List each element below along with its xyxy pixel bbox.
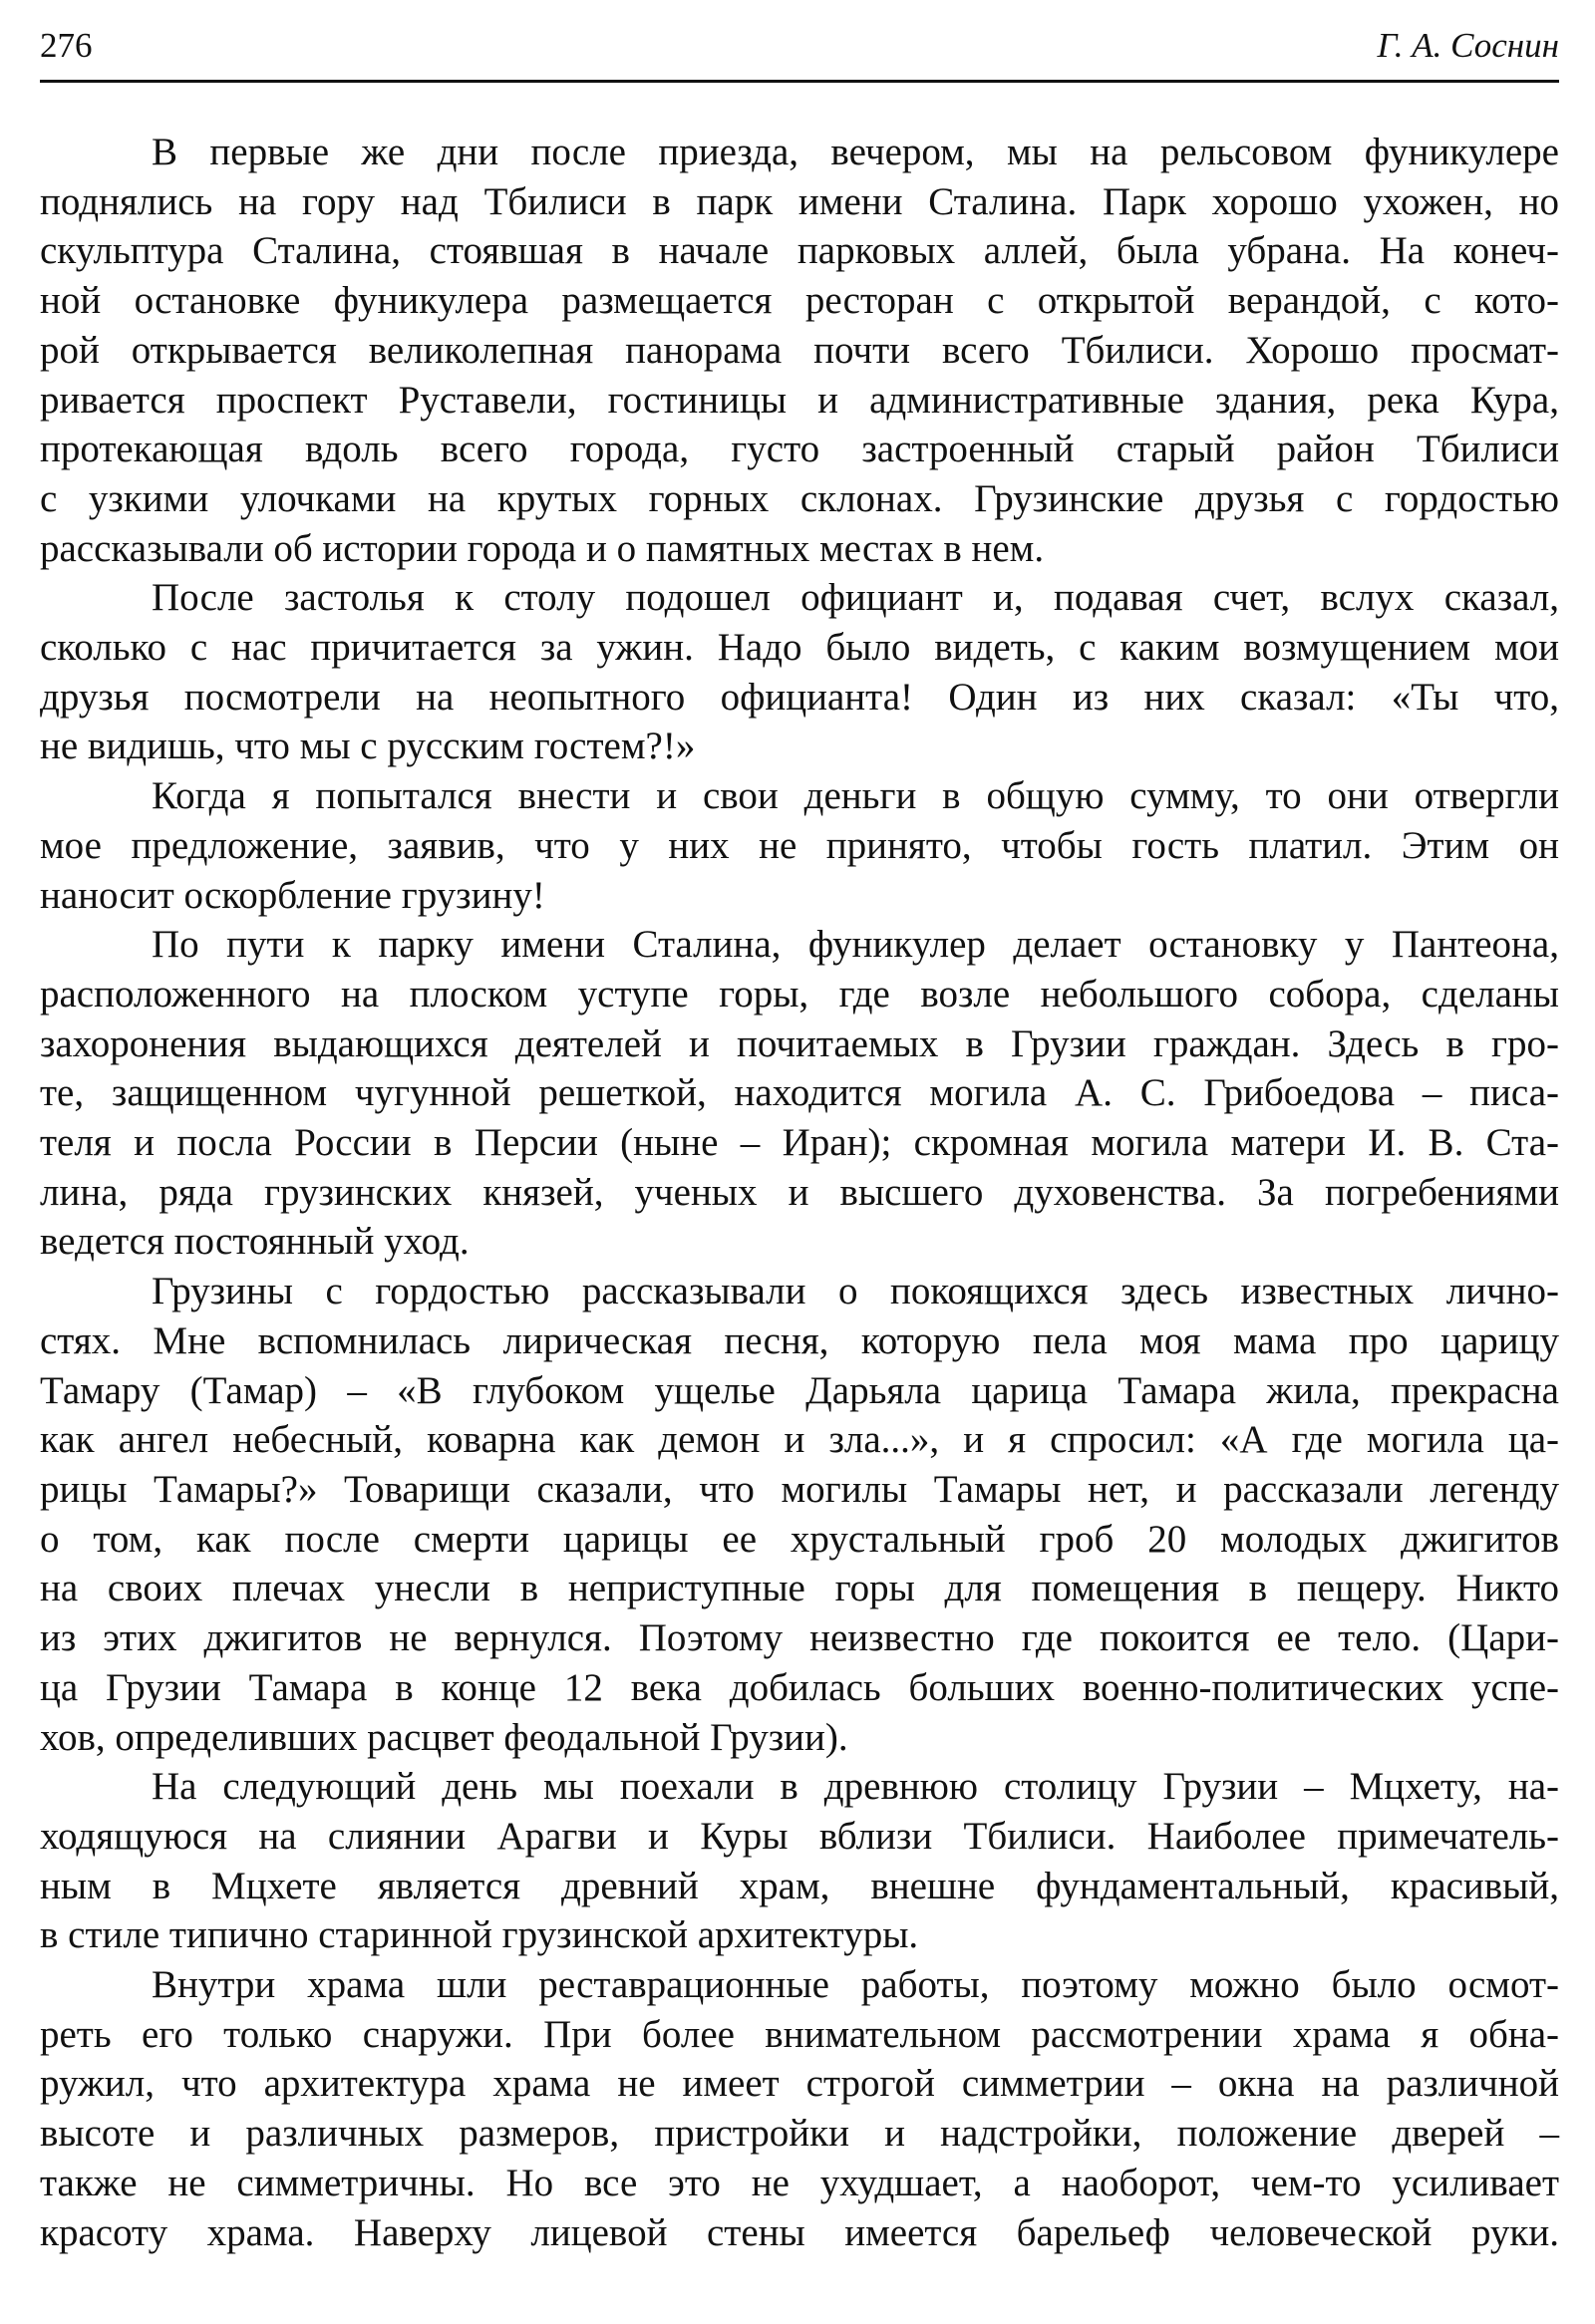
text-line: не видишь, что мы с русским гостем?!» (40, 725, 696, 768)
text-line: В первые же дни после приезда, вечером, мы на рельсовом фуникулере (152, 131, 1559, 173)
paragraph-1 (40, 128, 1559, 573)
text-line: протекающая вдоль всего города, густо застроенный старый район Тбилиси (40, 428, 1559, 471)
header-rule (40, 80, 1559, 83)
text-line: реть его только снаружи. При более внимательном рассмотрении храма я обна- (40, 2012, 1559, 2056)
paragraph-6 (40, 1762, 1559, 1960)
text-line: стях. Мне вспомнилась лирическая песня, которую пела моя мама про царицу (40, 1318, 1559, 1362)
text-line: наносит оскорбление грузину! (40, 873, 545, 917)
text-line: на своих плечах унесли в неприступные горы для помещения в пещеру. Никто (40, 1567, 1559, 1610)
text-line: Тамару (Тамар) – «В глубоком ущелье Дарьяла царица Тамара жила, прекрасна (40, 1368, 1559, 1412)
text-line: те, защищенном чугунной решеткой, находится могила А. С. Грибоедова – писа- (40, 1071, 1559, 1115)
paragraph-5 (40, 1267, 1559, 1762)
text-line: сколько с нас причитается за ужин. Надо было видеть, с каким возмущением мои (40, 626, 1559, 670)
text-line: теля и посла России в Персии (ныне – Иран); скромная могила матери И. В. Ста- (40, 1121, 1559, 1165)
text-line: расположенного на плоском уступе горы, где возле небольшого собора, сделаны (40, 972, 1559, 1016)
text-line: захоронения выдающихся деятелей и почитаемых в Грузии граждан. Здесь в гро- (40, 1021, 1559, 1065)
paragraph-4 (40, 920, 1559, 1267)
text-line: поднялись на гору над Тбилиси в парк имени Сталина. Парк хорошо ухожен, но (40, 179, 1559, 223)
text-line: красоту храма. Наверху лицевой стены имеется барельеф человеческой руки. (40, 2210, 1559, 2254)
text-line: лина, ряда грузинских князей, ученых и высшего духовенства. За погребениями (40, 1170, 1559, 1214)
text-line: из этих джигитов не вернулся. Поэтому неизвестно где покоится ее тело. (Цари- (40, 1616, 1559, 1660)
text-line: ривается проспект Руставели, гостиницы и административные здания, река Кура, (40, 378, 1559, 422)
paragraph-3 (40, 771, 1559, 920)
page-header (40, 26, 1559, 66)
text-line: друзья посмотрели на неопытного официанта! Один из них сказал: «Ты что, (40, 675, 1559, 719)
body-text (40, 128, 1559, 2257)
text-line: ца Грузии Тамара в конце 12 века добилась больших военно-политических успе- (40, 1665, 1559, 1709)
text-line: ведется постоянный уход. (40, 1220, 470, 1264)
paragraph-7 (40, 1960, 1559, 2257)
text-line: хов, определивших расцвет феодальной Грузии). (40, 1715, 848, 1759)
text-line: рассказывали об истории города и о памятных местах в нем. (40, 526, 1045, 570)
text-line: Грузины с гордостью рассказывали о покоящихся здесь известных лично- (152, 1270, 1559, 1313)
text-line: По пути к парку имени Сталина, фуникулер делает остановку у Пантеона, (152, 923, 1559, 967)
text-line: ружил, что архитектура храма не имеет строгой симметрии – окна на различной (40, 2062, 1559, 2106)
text-line: ным в Мцхете является древний храм, внешне фундаментальный, красивый, (40, 1864, 1559, 1907)
text-line: ходящуюся на слиянии Арагви и Куры вблизи Тбилиси. Наиболее примечатель- (40, 1814, 1559, 1858)
page-number: 276 (40, 26, 93, 65)
text-line: После застолья к столу подошел официант и, подавая счет, вслух сказал, (152, 576, 1559, 620)
text-line: также не симметричны. Но все это не ухудшает, а наоборот, чем-то усиливает (40, 2161, 1559, 2204)
text-line: в стиле типично старинной грузинской архитектуры. (40, 1913, 919, 1957)
running-head-author: Г. А. Соснин (1377, 26, 1559, 65)
text-line: с узкими улочками на крутых горных склонах. Грузинские друзья с гордостью (40, 476, 1559, 520)
text-line: о том, как после смерти царицы ее хрустальный гроб 20 молодых джигитов (40, 1517, 1559, 1561)
text-line: как ангел небесный, коварна как демон и зла...», и я спросил: «А где могила ца- (40, 1418, 1559, 1462)
text-line: ной остановке фуникулера размещается ресторан с открытой верандой, с кото- (40, 279, 1559, 323)
text-line: мое предложение, заявив, что у них не принято, чтобы гость платил. Этим он (40, 823, 1559, 867)
text-line: На следующий день мы поехали в древнюю столицу Грузии – Мцхету, на- (152, 1765, 1559, 1809)
text-line: рицы Тамары?» Товарищи сказали, что могилы Тамары нет, и рассказали легенду (40, 1467, 1559, 1511)
text-line: скульптура Сталина, стоявшая в начале парковых аллей, была убрана. На конеч- (40, 229, 1559, 273)
paragraph-2 (40, 573, 1559, 771)
text-line: рой открывается великолепная панорама почти всего Тбилиси. Хорошо просмат- (40, 328, 1559, 372)
text-line: Внутри храма шли реставрационные работы, поэтому можно было осмот- (152, 1963, 1559, 2007)
text-line: высоте и различных размеров, пристройки и надстройки, положение дверей – (40, 2112, 1559, 2156)
text-line: Когда я попытался внести и свои деньги в общую сумму, то они отвергли (152, 774, 1559, 818)
